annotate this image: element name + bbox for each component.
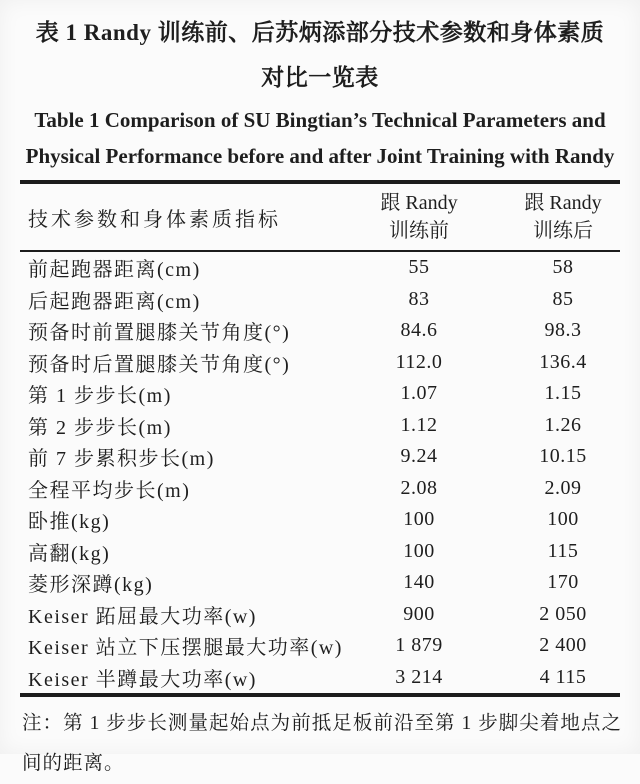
table-header [20, 182, 620, 251]
row-label: Keiser 跖屈最大功率(w) [28, 605, 257, 628]
table-row [20, 441, 620, 473]
row-value-before: 3 214 [395, 665, 443, 688]
table-row [20, 378, 620, 410]
row-value-after: 1.26 [544, 413, 582, 436]
table-row [20, 599, 620, 631]
row-label: 后起跑器距离(cm) [28, 290, 201, 313]
header-before-line1: 跟 Randy [380, 192, 458, 214]
row-value-after: 58 [552, 256, 574, 279]
row-label: Keiser 半蹲最大功率(w) [28, 668, 257, 691]
table-title-english-line1: Table 1 Comparison of SU Bingtian’s Technical Parameters and [34, 108, 606, 132]
row-label: 前 7 步累积步长(m) [28, 448, 215, 471]
row-value-before: 100 [403, 508, 435, 531]
row-value-after: 2 050 [539, 602, 587, 625]
row-label: 卧推(kg) [28, 511, 111, 534]
row-value-before: 900 [403, 602, 435, 625]
row-value-before: 140 [403, 571, 435, 594]
table-title-chinese-line1: 表 1 Randy 训练前、后苏炳添部分技术参数和身体素质 [35, 20, 605, 45]
header-row [20, 182, 620, 251]
table-row [20, 473, 620, 505]
table-row [20, 315, 620, 347]
table-footnote: 注：第 1 步步长测量起始点为前抵足板前沿至第 1 步脚尖着地点之间的距离。 [22, 713, 622, 774]
row-value-before: 84.6 [400, 319, 438, 342]
row-value-before: 55 [408, 256, 430, 279]
table-title-chinese-line2: 对比一览表 [261, 65, 379, 90]
row-value-after: 100 [547, 508, 579, 531]
row-label: 菱形深蹲(kg) [28, 574, 154, 597]
table-row [20, 504, 620, 536]
row-value-before: 2.08 [400, 476, 438, 499]
table-row [20, 251, 620, 284]
header-after-line2: 训练后 [533, 220, 593, 242]
header-after-line1: 跟 Randy [524, 192, 602, 214]
header-before-line2: 训练前 [389, 220, 449, 242]
header-after-training [506, 182, 620, 251]
row-value-after: 4 115 [539, 665, 587, 688]
row-value-before: 83 [408, 287, 430, 310]
table-row [20, 662, 620, 696]
table-row [20, 347, 620, 379]
row-label: 第 1 步步长(m) [28, 385, 172, 408]
table-title-english [20, 102, 620, 174]
row-value-after: 2 400 [539, 634, 587, 657]
table-row [20, 410, 620, 442]
row-label: 全程平均步长(m) [28, 479, 191, 502]
table-row [20, 630, 620, 662]
row-label: 高翻(kg) [28, 542, 111, 565]
table-row [20, 536, 620, 568]
row-value-before: 100 [403, 539, 435, 562]
row-value-before: 112.0 [395, 350, 443, 373]
row-value-after: 115 [547, 539, 579, 562]
row-value-after: 136.4 [539, 350, 587, 373]
row-label: 前起跑器距离(cm) [28, 259, 201, 282]
header-before-training [332, 182, 506, 251]
comparison-table [20, 180, 620, 697]
row-value-before: 1.07 [400, 382, 438, 405]
table-title-english-line2: Physical Performance before and after Joint Training with Randy [25, 144, 615, 168]
table-body [20, 251, 620, 695]
table-row [20, 567, 620, 599]
table-title-chinese [20, 10, 620, 100]
row-value-before: 9.24 [400, 445, 438, 468]
row-value-after: 85 [552, 287, 574, 310]
header-indicator: 技术参数和身体素质指标 [20, 182, 332, 251]
row-value-before: 1.12 [400, 413, 438, 436]
row-value-after: 2.09 [544, 476, 582, 499]
row-value-after: 1.15 [544, 382, 582, 405]
row-value-after: 170 [547, 571, 579, 594]
row-label: 预备时后置腿膝关节角度(°) [28, 353, 291, 376]
row-value-after: 10.15 [539, 445, 587, 468]
row-value-after: 98.3 [544, 319, 582, 342]
table-row [20, 284, 620, 316]
row-label: 预备时前置腿膝关节角度(°) [28, 322, 291, 345]
row-label: 第 2 步步长(m) [28, 416, 172, 439]
row-value-before: 1 879 [395, 634, 443, 657]
row-label: Keiser 站立下压摆腿最大功率(w) [28, 637, 343, 660]
